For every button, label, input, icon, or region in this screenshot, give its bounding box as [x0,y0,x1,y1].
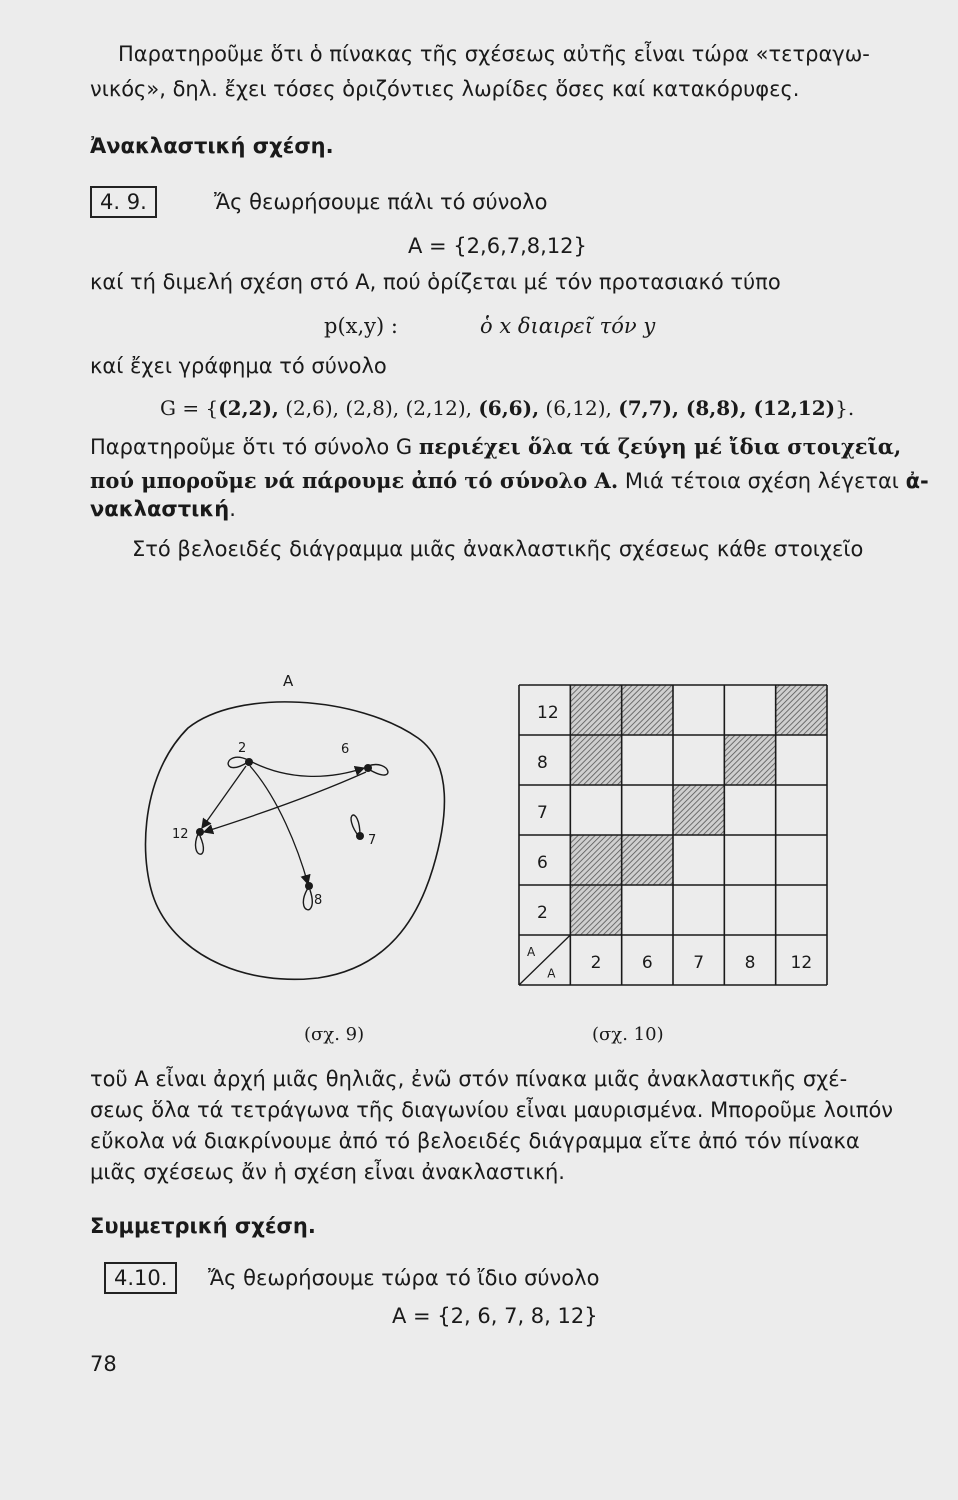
graph-set-plain-2: (6,12), [539,396,619,420]
after-line-1: τοῦ A εἶναι ἀρχή μιᾶς θηλιᾶς, ἐνῶ στόν πίνακα μιᾶς ἀνακλαστικῆς σχέ- [90,1067,848,1091]
graph-set-plain-1: (2,6), (2,8), (2,12), [278,396,479,420]
set-A-definition: A = {2,6,7,8,12} [408,234,587,258]
graph-line: καί ἔχει γράφημα τό σύνολο [90,354,387,378]
heading-symmetric [90,1212,316,1240]
node-7 [356,832,364,840]
set-A-definition-2: A = {2, 6, 7, 8, 12} [392,1304,598,1328]
shaded-cell-8-8 [724,735,775,785]
observation-line-2-a: πού μποροῦμε νά πάρουμε ἀπό τό σύνολο A. [90,468,619,493]
shaded-cell-2-6 [570,835,621,885]
shaded-cell-2-2 [570,885,621,935]
col-label-7: 7 [693,953,705,973]
arrow-2-6 [252,762,364,776]
observation-line-1-b: περιέχει ὅλα τά ζεύγη μέ ἴδια στοιχεῖα, [418,434,902,459]
caption-figure-10: (σχ. 10) [592,1024,664,1045]
node-label-12: 12 [172,827,189,842]
node-12 [196,828,204,836]
col-label-6: 6 [641,953,653,973]
loop-8 [303,888,312,910]
loop-12 [195,834,203,854]
arrow-2-8 [250,766,308,884]
example-4-9-number: 4. 9. [90,186,157,218]
row-label-8: 8 [537,753,548,773]
corner-label-bottom: A [547,966,556,981]
arrow-2-12 [202,766,246,828]
after-line-4: μιᾶς σχέσεως ἄν ἡ σχέση εἶναι ἀνακλαστική. [90,1160,565,1184]
arrow-diagram-line: Στό βελοειδές διάγραμμα μιᾶς ἀνακλαστικῆς σχέσεως κάθε στοιχεῖο [132,537,864,561]
shaded-cell-7-7 [673,785,724,835]
intro-line-1: Παρατηροῦμε ὅτι ὁ πίνακας τῆς σχέσεως αὐτῆς εἶναι τώρα «τετραγω- [118,42,870,66]
heading-symmetric-dot: . [307,1214,316,1238]
binary-relation-line: καί τή διμελή σχέση στό A, πού ὁρίζεται μέ τόν προτασιακό τύπο [90,270,781,294]
example-4-10-number: 4.10. [104,1262,177,1294]
heading-reflexive-dot: . [325,134,334,158]
after-line-2: σεως ὅλα τά τετράγωνα τῆς διαγωνίου εἶναι μαυρισμένα. Μποροῦμε λοιπόν [90,1098,894,1122]
node-label-7: 7 [368,833,377,848]
page-number: 78 [90,1352,117,1376]
row-label-6: 6 [537,853,548,873]
shaded-cell-2-8 [570,735,621,785]
predicate-right: ὁ x διαιρεῖ τόν y [480,314,656,338]
corner-diagonal [519,935,570,985]
heading-reflexive [90,132,334,160]
observation-line-2 [90,467,929,495]
observation-line-1 [90,433,901,461]
graph-set-bold-3: (7,7), (8,8), (12,12) [618,396,836,420]
observation-line-2-c: ἀ- [905,469,929,493]
graph-set-suffix: }. [835,396,855,420]
row-label-7: 7 [537,803,548,823]
node-label-6: 6 [341,742,350,757]
figure-10-relation-table [516,682,830,988]
node-label-2: 2 [238,741,247,756]
row-label-2: 2 [537,903,548,923]
shaded-cell-12-12 [776,685,827,735]
col-label-8: 8 [744,953,756,973]
col-label-2: 2 [590,953,602,973]
row-label-12: 12 [537,703,559,723]
example-4-10-text: Ἄς θεωρήσουμε τώρα τό ἴδιο σύνολο [208,1266,600,1290]
set-boundary [146,702,445,979]
corner-label-top: A [527,945,536,959]
shaded-cell-2-12 [570,685,621,735]
heading-reflexive-text: Ἀνακλαστική σχέση [90,134,326,158]
graph-set-bold-2: (6,6), [478,396,540,420]
node-2 [245,758,253,766]
loop-2 [228,757,248,767]
node-label-8: 8 [314,893,323,908]
predicate-left: p(x,y) : [324,314,398,338]
node-6 [364,764,372,772]
shaded-cell-6-6 [622,835,673,885]
example-4-9-text: Ἄς θεωρήσουμε πάλι τό σύνολο [214,190,548,214]
node-8 [305,882,313,890]
figure-9-arrow-diagram [128,668,468,998]
shaded-cell-6-12 [622,685,673,735]
heading-symmetric-text: Συμμετρική σχέση [90,1214,308,1238]
set-label-A: A [283,672,294,690]
observation-line-2-b: Μιά τέτοια σχέση λέγεται [618,469,906,493]
observation-line-3-dot: . [229,497,236,521]
observation-line-3 [90,495,236,523]
observation-line-1-a: Παρατηροῦμε ὅτι τό σύνολο G [90,435,419,459]
graph-set-prefix: G = { [160,396,219,420]
observation-line-3-text: νακλαστική [90,497,230,521]
caption-figure-9: (σχ. 9) [304,1024,365,1045]
col-label-12: 12 [790,953,813,973]
graph-set [160,394,854,422]
graph-set-bold-1: (2,2), [218,396,279,420]
intro-line-2: νικός», δηλ. ἔχει τόσες ὁριζόντιες λωρίδες ὅσες καί κατακόρυφες. [90,77,800,101]
after-line-3: εὔκολα νά διακρίνουμε ἀπό τό βελοειδές διάγραμμα εἴτε ἀπό τόν πίνακα [90,1129,860,1153]
